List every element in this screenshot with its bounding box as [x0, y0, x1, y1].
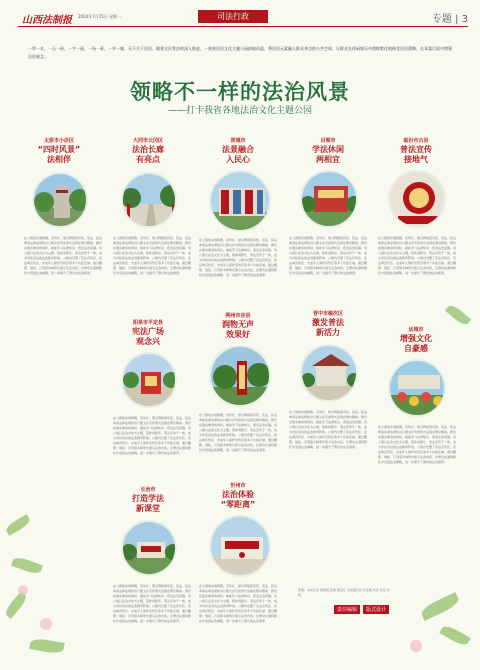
intro-paragraph: 一草一木，一石一砖，一字一画，一场一景，一亭一廊，无不关于法治。随着全民普法的深入推进，一座座法治文化主题公园拔地而起，将法治元素融入群众身边的公共空间，让群众在休闲娱乐中潜移默化地接受法治熏陶，在耳濡目染中增强法治观念。 [28, 46, 452, 59]
section-heading: 大同市云冈区 法治长廊 有亮点 [132, 138, 164, 164]
article-text: 在公园的步道两侧，宣传栏、展示牌错落有致，宪法、民法典等法律法规知识以图文并茂的形式呈现在群众眼前。群众在散步健身的同时，就能学习法律知识、感受法治氛围。该公园以法治文化为主题，集休闲娱乐、普法宣传于一体，成为市民身边的法治教育阵地。公园内设置了宪法宣传区、民法典宣传区、未成年人保护宣传区等多个功能区域，通过雕塑、展板、石刻等多种形式展示法治内容，让群众在潜移默化中受到法治熏陶，进一步提升了群众的法治素养。 [113, 416, 191, 455]
editor-tags [334, 605, 392, 614]
article-text: 在公园的步道两侧，宣传栏、展示牌错落有致，宪法、民法典等法律法规知识以图文并茂的形式呈现在群众眼前。群众在散步健身的同时，就能学习法律知识、感受法治氛围。该公园以法治文化为主题，集休闲娱乐、普法宣传于一体，成为市民身边的法治教育阵地。公园内设置了宪法宣传区、民法典宣传区、未成年人保护宣传区等多个功能区域，通过雕塑、展板、石刻等多种形式展示法治内容，让群众在潜移默化中受到法治熏陶，进一步提升了群众的法治素养。 [199, 584, 277, 623]
masthead: 山西法制报 [22, 15, 72, 26]
article-text: 在公园的步道两侧，宣传栏、展示牌错落有致，宪法、民法典等法律法规知识以图文并茂的形式呈现在群众眼前。群众在散步健身的同时，就能学习法律知识、感受法治氛围。该公园以法治文化为主题，集休闲娱乐、普法宣传于一体，成为市民身边的法治教育阵地。公园内设置了宪法宣传区、民法典宣传区、未成年人保护宣传区等多个功能区域，通过雕塑、展板、石刻等多种形式展示法治内容，让群众在潜移默化中受到法治熏陶，进一步提升了群众的法治素养。 [378, 425, 456, 464]
decorative-leaf [3, 591, 29, 619]
section-heading: 阳泉市平定县 宪法广场 观念兴 [132, 320, 164, 346]
park-photo [32, 172, 88, 228]
section-heading: 晋中市榆次区 激发普法 新活力 [312, 311, 344, 337]
credits: 整理：本报记者 周晓娟 张敏 曹亚红 本报通讯员 李亚楠 武浩 段斐 李婉 [298, 588, 390, 597]
section-heading: 长治市 打造学法 新课堂 [132, 487, 164, 513]
section-heading: 临汾市古县 普法宣传 接地气 [400, 138, 432, 164]
section-heading: 太原市小店区 “四时风景” 法相伴 [37, 138, 81, 164]
park-photo [388, 359, 446, 417]
issue-date: 2024年7月15日 星期一 [78, 14, 122, 19]
decorative-flower [18, 585, 28, 595]
park-photo [300, 344, 358, 402]
decorative-leaf [4, 514, 32, 536]
park-photo [209, 170, 271, 232]
page-header [0, 0, 480, 30]
decorative-leaf [11, 555, 43, 576]
article-text: 在公园的步道两侧，宣传栏、展示牌错落有致，宪法、民法典等法律法规知识以图文并茂的形式呈现在群众眼前。群众在散步健身的同时，就能学习法律知识、感受法治氛围。该公园以法治文化为主题，集休闲娱乐、普法宣传于一体，成为市民身边的法治教育阵地。公园内设置了宪法宣传区、民法典宣传区、未成年人保护宣传区等多个功能区域，通过雕塑、展板、石刻等多种形式展示法治内容，让群众在潜移默化中受到法治熏陶，进一步提升了群众的法治素养。 [199, 413, 277, 452]
article-text: 在公园的步道两侧，宣传栏、展示牌错落有致，宪法、民法典等法律法规知识以图文并茂的形式呈现在群众眼前。群众在散步健身的同时，就能学习法律知识、感受法治氛围。该公园以法治文化为主题，集休闲娱乐、普法宣传于一体，成为市民身边的法治教育阵地。公园内设置了宪法宣传区、民法典宣传区、未成年人保护宣传区等多个功能区域，通过雕塑、展板、石刻等多种形式展示法治内容，让群众在潜移默化中受到法治熏陶，进一步提升了群众的法治素养。 [199, 238, 277, 277]
decorative-leaf [439, 623, 470, 648]
decorative-leaf [29, 637, 65, 655]
decorative-flower [40, 618, 52, 630]
section-heading: 运城市 增强文化 自豪感 [400, 327, 432, 353]
park-photo [121, 352, 177, 408]
section-tag: 司法行政 [198, 10, 268, 23]
park-photo [209, 345, 271, 407]
park-photo [388, 170, 446, 228]
section-heading: 吕梁市 学法休闲 两相宜 [312, 138, 344, 164]
article-text: 在公园的步道两侧，宣传栏、展示牌错落有致，宪法、民法典等法律法规知识以图文并茂的形式呈现在群众眼前。群众在散步健身的同时，就能学习法律知识、感受法治氛围。该公园以法治文化为主题，集休闲娱乐、普法宣传于一体，成为市民身边的法治教育阵地。公园内设置了宪法宣传区、民法典宣传区、未成年人保护宣传区等多个功能区域，通过雕塑、展板、石刻等多种形式展示法治内容，让群众在潜移默化中受到法治熏陶，进一步提升了群众的法治素养。 [113, 584, 191, 623]
section-heading: 忻州市 法治体验 “零距离” [220, 483, 256, 509]
page-number: 专题 | 3 [431, 14, 468, 25]
park-photo [121, 172, 177, 228]
article-text: 在公园的步道两侧，宣传栏、展示牌错落有致，宪法、民法典等法律法规知识以图文并茂的形式呈现在群众眼前。群众在散步健身的同时，就能学习法律知识、感受法治氛围。该公园以法治文化为主题，集休闲娱乐、普法宣传于一体，成为市民身边的法治教育阵地。公园内设置了宪法宣传区、民法典宣传区、未成年人保护宣传区等多个功能区域，通过雕塑、展板、石刻等多种形式展示法治内容，让群众在潜移默化中受到法治熏陶，进一步提升了群众的法治素养。 [113, 236, 191, 275]
editor-tag: 版式设计 [363, 605, 389, 614]
article-text: 在公园的步道两侧，宣传栏、展示牌错落有致，宪法、民法典等法律法规知识以图文并茂的形式呈现在群众眼前。群众在散步健身的同时，就能学习法律知识、感受法治氛围。该公园以法治文化为主题，集休闲娱乐、普法宣传于一体，成为市民身边的法治教育阵地。公园内设置了宪法宣传区、民法典宣传区、未成年人保护宣传区等多个功能区域，通过雕塑、展板、石刻等多种形式展示法治内容，让群众在潜移默化中受到法治熏陶，进一步提升了群众的法治素养。 [289, 410, 367, 449]
article-text: 在公园的步道两侧，宣传栏、展示牌错落有致，宪法、民法典等法律法规知识以图文并茂的形式呈现在群众眼前。群众在散步健身的同时，就能学习法律知识、感受法治氛围。该公园以法治文化为主题，集休闲娱乐、普法宣传于一体，成为市民身边的法治教育阵地。公园内设置了宪法宣传区、民法典宣传区、未成年人保护宣传区等多个功能区域，通过雕塑、展板、石刻等多种形式展示法治内容，让群众在潜移默化中受到法治熏陶，进一步提升了群众的法治素养。 [24, 236, 102, 275]
editor-tag: 责任编辑 [334, 605, 360, 614]
subheadline: ——打卡我省各地法治文化主题公园 [167, 106, 312, 116]
section-heading: 朔州市应县 润物无声 效果好 [222, 313, 254, 339]
headline: 领略不一样的法治风景 [130, 79, 350, 104]
article-text: 在公园的步道两侧，宣传栏、展示牌错落有致，宪法、民法典等法律法规知识以图文并茂的形式呈现在群众眼前。群众在散步健身的同时，就能学习法律知识、感受法治氛围。该公园以法治文化为主题，集休闲娱乐、普法宣传于一体，成为市民身边的法治教育阵地。公园内设置了宪法宣传区、民法典宣传区、未成年人保护宣传区等多个功能区域，通过雕塑、展板、石刻等多种形式展示法治内容，让群众在潜移默化中受到法治熏陶，进一步提升了群众的法治素养。 [289, 236, 367, 275]
park-photo [300, 170, 358, 228]
park-photo [121, 520, 177, 576]
article-text: 在公园的步道两侧，宣传栏、展示牌错落有致，宪法、民法典等法律法规知识以图文并茂的形式呈现在群众眼前。群众在散步健身的同时，就能学习法律知识、感受法治氛围。该公园以法治文化为主题，集休闲娱乐、普法宣传于一体，成为市民身边的法治教育阵地。公园内设置了宪法宣传区、民法典宣传区、未成年人保护宣传区等多个功能区域，通过雕塑、展板、石刻等多种形式展示法治内容，让群众在潜移默化中受到法治熏陶，进一步提升了群众的法治素养。 [378, 236, 456, 275]
park-photo [209, 515, 271, 577]
decorative-flower [410, 640, 422, 652]
section-heading: 晋城市 法景融合 入民心 [222, 138, 254, 164]
header-rule [18, 26, 468, 27]
